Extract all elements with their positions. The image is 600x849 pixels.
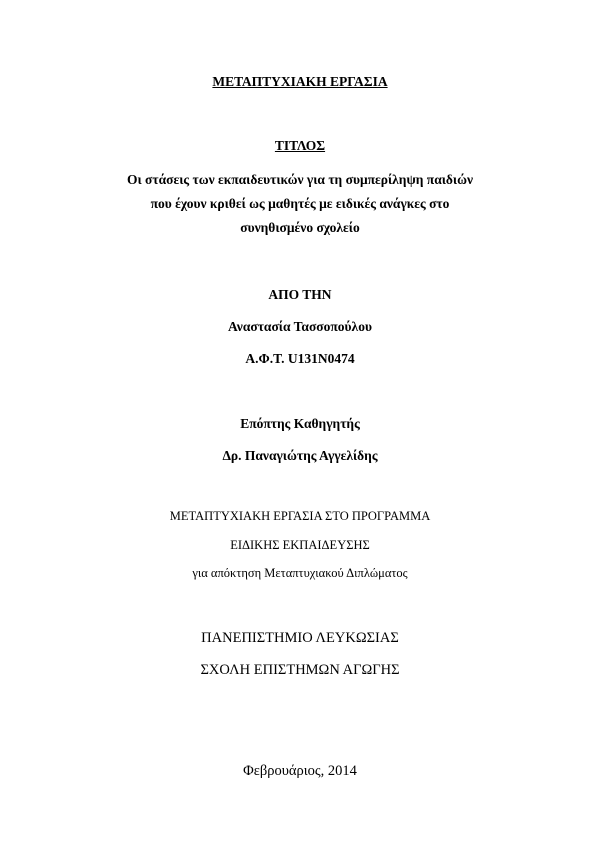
- program-line-1: ΜΕΤΑΠΤΥΧΙΑΚΗ ΕΡΓΑΣΙΑ ΣΤΟ ΠΡΟΓΡΑΜΜΑ: [169, 509, 431, 523]
- supervisor-name: Δρ. Παναγιώτης Αγγελίδης: [222, 448, 378, 463]
- title-line-3: συνηθισμένο σχολείο: [240, 220, 360, 235]
- supervisor-label: Επόπτης Καθηγητής: [240, 416, 360, 431]
- submission-date: Φεβρουάριος, 2014: [243, 763, 357, 779]
- by-label: ΑΠΟ ΤΗΝ: [268, 287, 332, 302]
- school-name: ΣΧΟΛΗ ΕΠΙΣΤΗΜΩΝ ΑΓΩΓΗΣ: [200, 662, 400, 678]
- title-line-1: Οι στάσεις των εκπαιδευτικών για τη συμπερίληψη παιδιών: [126, 172, 474, 187]
- title-label: ΤΙΤΛΟΣ: [274, 138, 326, 153]
- document-heading: ΜΕΤΑΠΤΥΧΙΑΚΗ ΕΡΓΑΣΙΑ: [212, 74, 388, 89]
- program-line-3: για απόκτηση Μεταπτυχιακού Διπλώματος: [192, 566, 408, 580]
- program-line-2: ΕΙΔΙΚΗΣ ΕΚΠΑΙΔΕΥΣΗΣ: [230, 538, 370, 552]
- author-name: Αναστασία Τασσοπούλου: [228, 319, 372, 334]
- university-name: ΠΑΝΕΠΙΣΤΗΜΙΟ ΛΕΥΚΩΣΙΑΣ: [201, 630, 399, 646]
- title-line-2: που έχουν κριθεί ως μαθητές με ειδικές ανάγκες στο: [150, 196, 450, 211]
- student-id: Α.Φ.Τ. U131N0474: [245, 351, 355, 366]
